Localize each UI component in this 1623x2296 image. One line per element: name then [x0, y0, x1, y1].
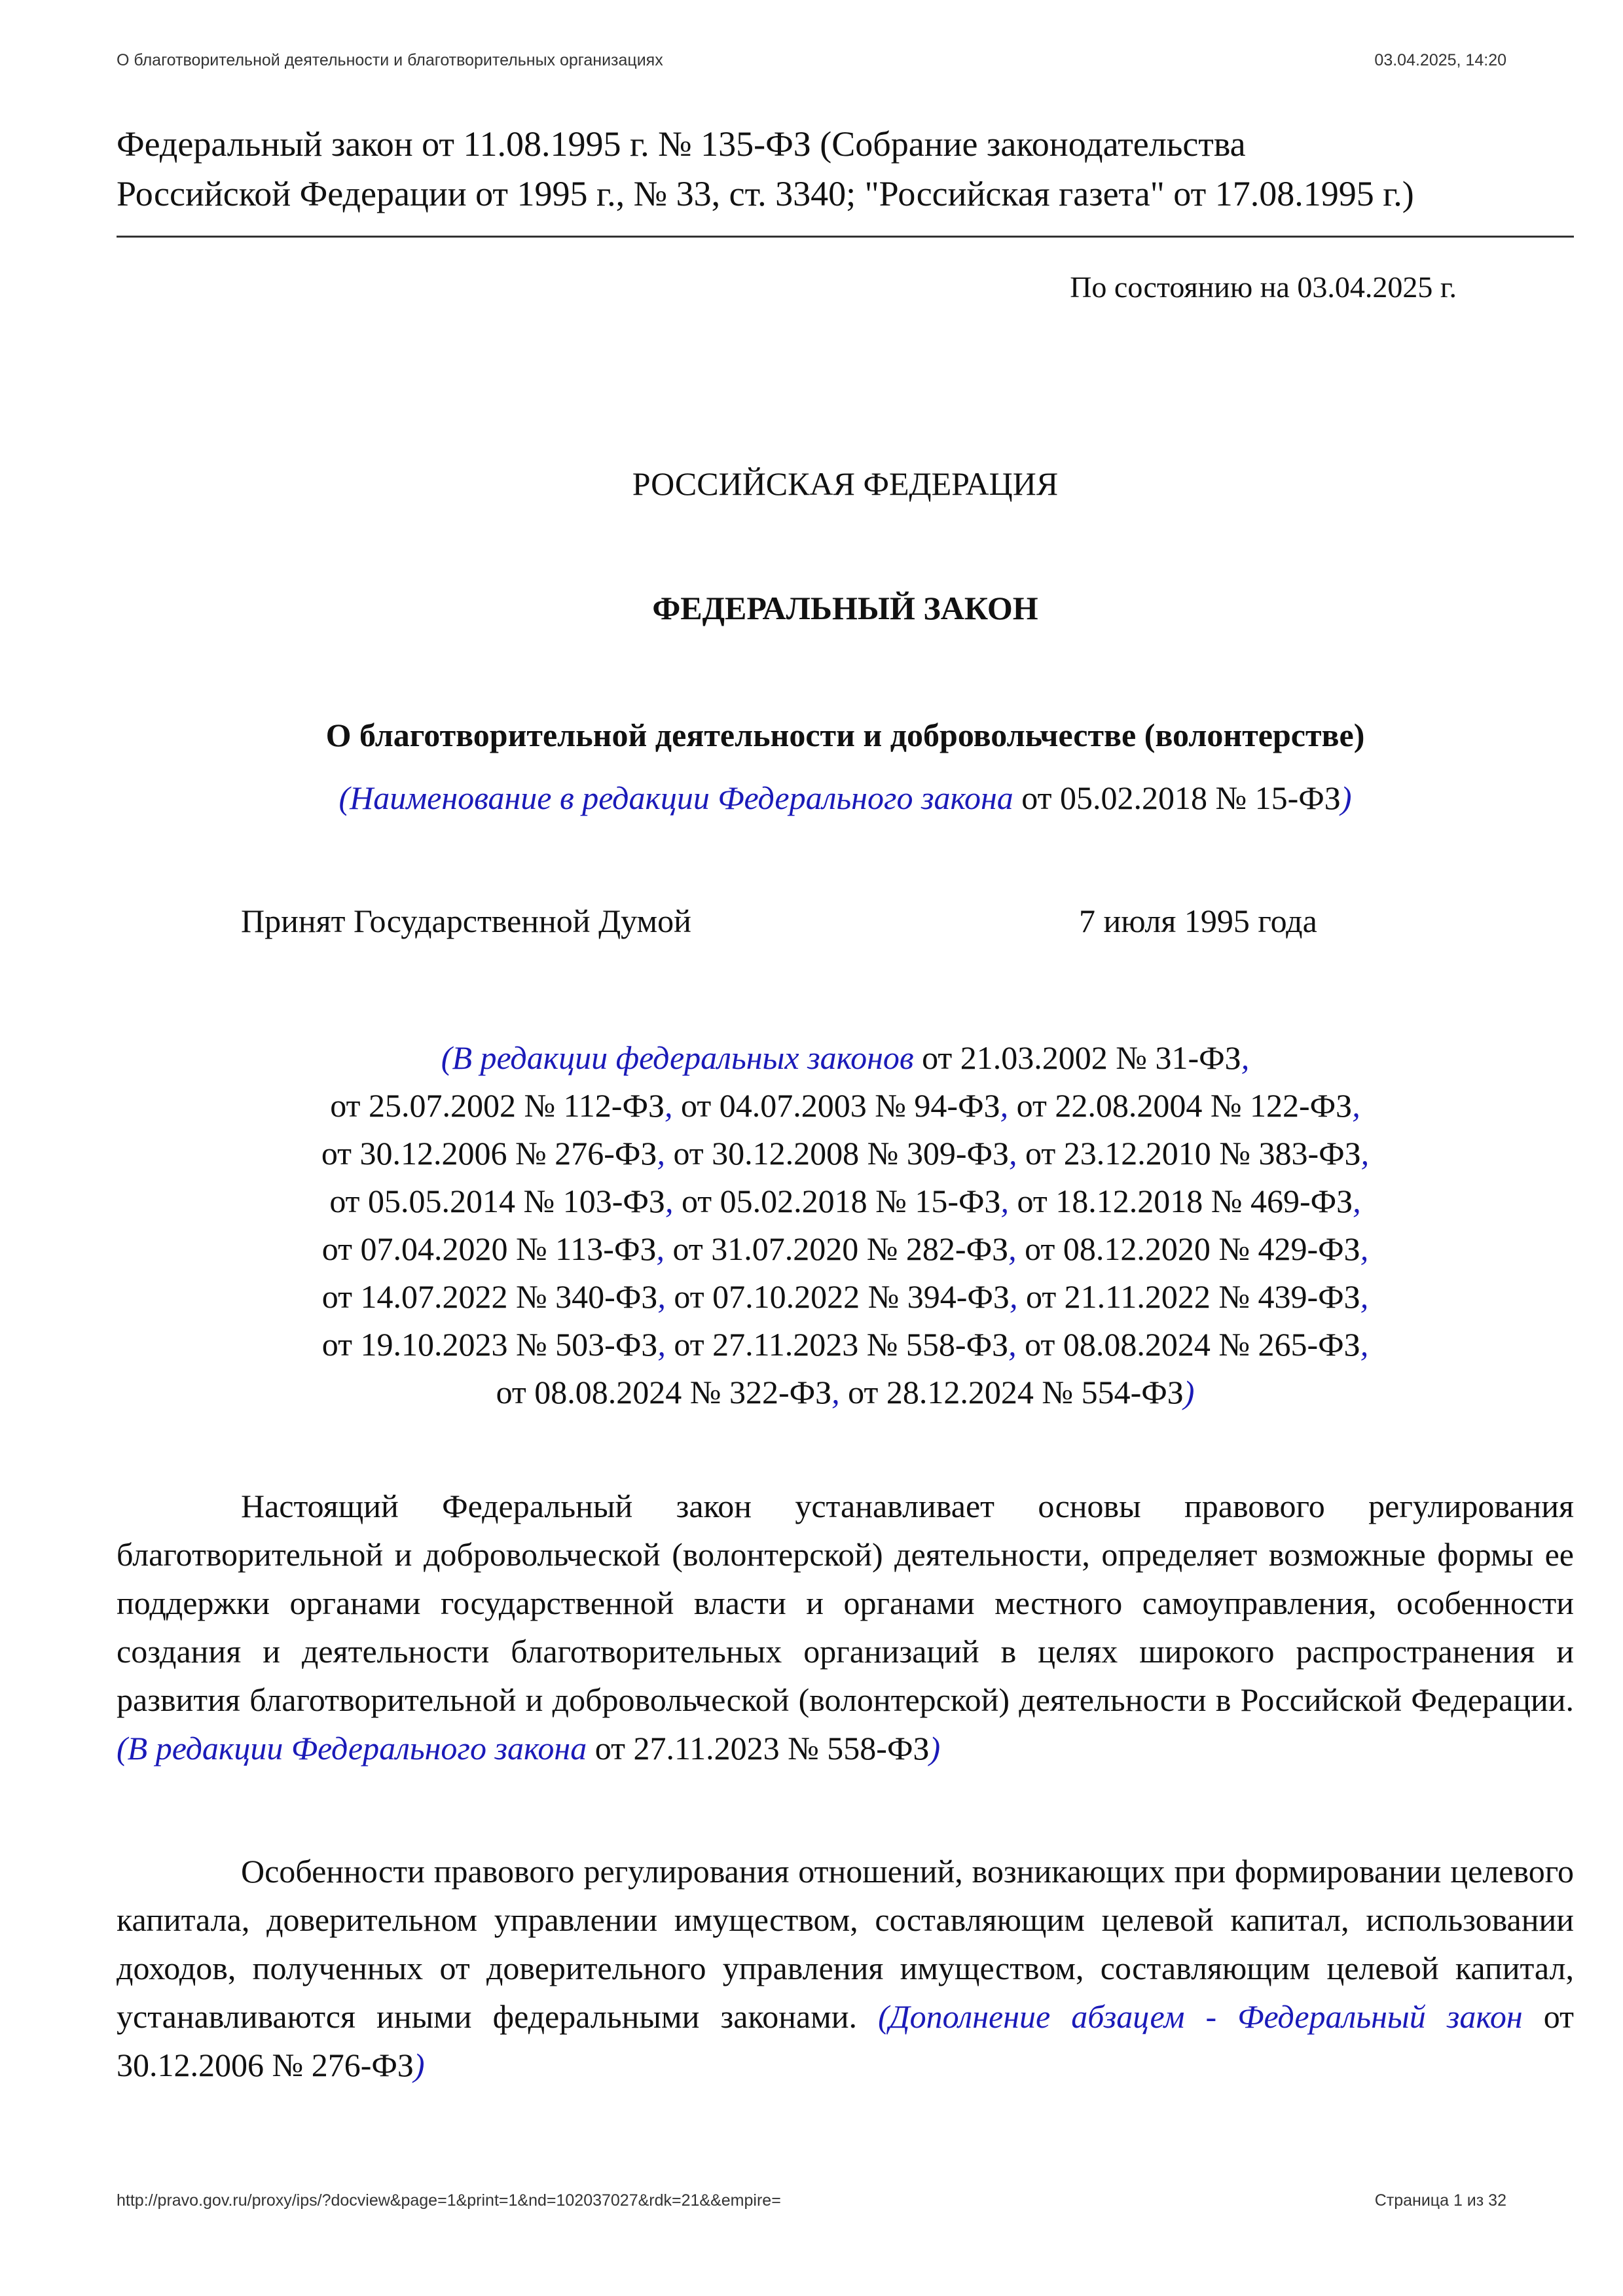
- edition-ref: от 27.11.2023 № 558-ФЗ: [674, 1326, 1009, 1363]
- as-of-date: По состоянию на 03.04.2025 г.: [1070, 270, 1457, 304]
- edition-ref: от 08.12.2020 № 429-ФЗ: [1025, 1230, 1360, 1267]
- editions-line: от 07.04.2020 № 113-ФЗ, от 31.07.2020 № 282-ФЗ, от 08.12.2020 № 429-ФЗ,: [321, 1230, 1369, 1267]
- doc-type-heading: ФЕДЕРАЛЬНЫЙ ЗАКОН: [652, 590, 1038, 626]
- title-edit-close: ): [1340, 780, 1352, 816]
- browser-header-title: О благотворительной деятельности и благотворительных организациях: [117, 51, 663, 69]
- editions-line: (В редакции федеральных законов от 21.03.2002 № 31-ФЗ,: [441, 1039, 1250, 1076]
- edition-ref: от 08.08.2024 № 265-ФЗ: [1025, 1326, 1360, 1363]
- edition-ref: от 08.08.2024 № 322-ФЗ: [496, 1374, 832, 1410]
- edition-ref: от 23.12.2010 № 383-ФЗ: [1025, 1135, 1361, 1172]
- edition-ref: от 21.11.2022 № 439-ФЗ: [1025, 1278, 1360, 1315]
- paragraph-edit-close: ): [929, 1730, 941, 1767]
- edition-ref: от 22.08.2004 № 122-ФЗ: [1016, 1087, 1353, 1124]
- edition-ref: от 21.03.2002 № 31-ФЗ: [922, 1039, 1241, 1076]
- edition-ref: от 28.12.2024 № 554-ФЗ: [848, 1374, 1184, 1410]
- title-edit-note: [117, 779, 1574, 817]
- paragraph-text: Настоящий Федеральный закон устанавливает основы правового регулирования благотворительной и добровольческой (волонтерской) деятельности, определяет возможные формы ее поддержки органами государственной власти и органами местного самоуправления, особенности создания и деятельности благотворительных организаций в целях широкого распространения и развития благотворительной и добровольческой (волонтерской) деятельности в Российской Федерации.: [117, 1488, 1574, 1718]
- edition-ref: от 14.07.2022 № 340-ФЗ: [321, 1278, 658, 1315]
- adopted-by: Принят Государственной Думой: [241, 903, 691, 939]
- preamble-paragraph: [117, 1847, 1574, 2089]
- title-edit-link[interactable]: (Наименование в редакции Федерального закона: [338, 780, 1013, 816]
- editions-line: от 05.05.2014 № 103-ФЗ, от 05.02.2018 № 15-ФЗ, от 18.12.2018 № 469-ФЗ,: [329, 1183, 1361, 1219]
- edition-ref: от 30.12.2006 № 276-ФЗ: [321, 1135, 657, 1172]
- edition-ref: от 18.12.2018 № 469-ФЗ: [1017, 1183, 1353, 1219]
- edition-ref: от 31.07.2020 № 282-ФЗ: [672, 1230, 1009, 1267]
- edition-ref: от 07.10.2022 № 394-ФЗ: [674, 1278, 1010, 1315]
- paragraph-text: Особенности правового регулирования отношений, возникающих при формировании целевого капитала, доверительном управлении имуществом, составляющим целевой капитал, использовании доходов, полученных от доверительного управления имуществом, составляющим целевой капитал, устанавливаются иными федеральными законами.: [117, 1853, 1574, 2035]
- editions-line: от 08.08.2024 № 322-ФЗ, от 28.12.2024 № 554-ФЗ): [496, 1374, 1195, 1410]
- editions-line: от 25.07.2002 № 112-ФЗ, от 04.07.2003 № 94-ФЗ, от 22.08.2004 № 122-ФЗ,: [330, 1087, 1360, 1124]
- source-line-2: Российской Федерации от 1995 г., № 33, ст. 3340; "Российская газета" от 17.08.1995 г.): [117, 174, 1414, 213]
- source-citation: [117, 119, 1570, 219]
- editions-line: от 19.10.2023 № 503-ФЗ, от 27.11.2023 № 558-ФЗ, от 08.08.2024 № 265-ФЗ,: [321, 1326, 1369, 1363]
- preamble-paragraph: [117, 1482, 1574, 1772]
- editions-line: от 30.12.2006 № 276-ФЗ, от 30.12.2008 № 309-ФЗ, от 23.12.2010 № 383-ФЗ,: [321, 1135, 1370, 1172]
- paragraph-edit-ref: от 30.12.2006 № 276-ФЗ: [117, 1998, 1574, 2083]
- edition-ref: от 05.02.2018 № 15-ФЗ: [681, 1183, 1001, 1219]
- law-title: О благотворительной деятельности и добровольчестве (волонтерстве): [325, 717, 1365, 753]
- edition-ref: от 25.07.2002 № 112-ФЗ: [330, 1087, 665, 1124]
- paragraph-edit-link[interactable]: (В редакции Федерального закона: [117, 1730, 587, 1767]
- paragraph-edit-close: ): [413, 2047, 425, 2083]
- editions-line: от 14.07.2022 № 340-ФЗ, от 07.10.2022 № 394-ФЗ, от 21.11.2022 № 439-ФЗ,: [321, 1278, 1369, 1315]
- paragraph-edit-link[interactable]: (Дополнение абзацем - Федеральный закон: [878, 1998, 1523, 2035]
- edition-ref: от 07.04.2020 № 113-ФЗ: [321, 1230, 657, 1267]
- browser-header-datetime: 03.04.2025, 14:20: [1374, 51, 1506, 69]
- paragraph-edit-ref: от 27.11.2023 № 558-ФЗ: [587, 1730, 930, 1767]
- editions-list: [117, 1034, 1574, 1416]
- edition-ref: от 04.07.2003 № 94-ФЗ: [681, 1087, 1000, 1124]
- footer-url: http://pravo.gov.ru/proxy/ips/?docview&page=1&print=1&nd=102037027&rdk=21&&empire=: [117, 2191, 781, 2210]
- adopted-date: 7 июля 1995 года: [1079, 903, 1317, 939]
- editions-link[interactable]: (В редакции федеральных законов: [441, 1039, 914, 1076]
- footer-page-number: Страница 1 из 32: [1374, 2191, 1506, 2210]
- country-heading: РОССИЙСКАЯ ФЕДЕРАЦИЯ: [632, 465, 1059, 502]
- edition-ref: от 19.10.2023 № 503-ФЗ: [321, 1326, 658, 1363]
- source-line-1: Федеральный закон от 11.08.1995 г. № 135-ФЗ (Собрание законодательства: [117, 124, 1246, 164]
- header-divider: [117, 236, 1574, 238]
- title-edit-ref: от 05.02.2018 № 15-ФЗ: [1013, 780, 1341, 816]
- edition-ref: от 05.05.2014 № 103-ФЗ: [329, 1183, 665, 1219]
- editions-close: ): [1183, 1374, 1195, 1410]
- edition-ref: от 30.12.2008 № 309-ФЗ: [673, 1135, 1010, 1172]
